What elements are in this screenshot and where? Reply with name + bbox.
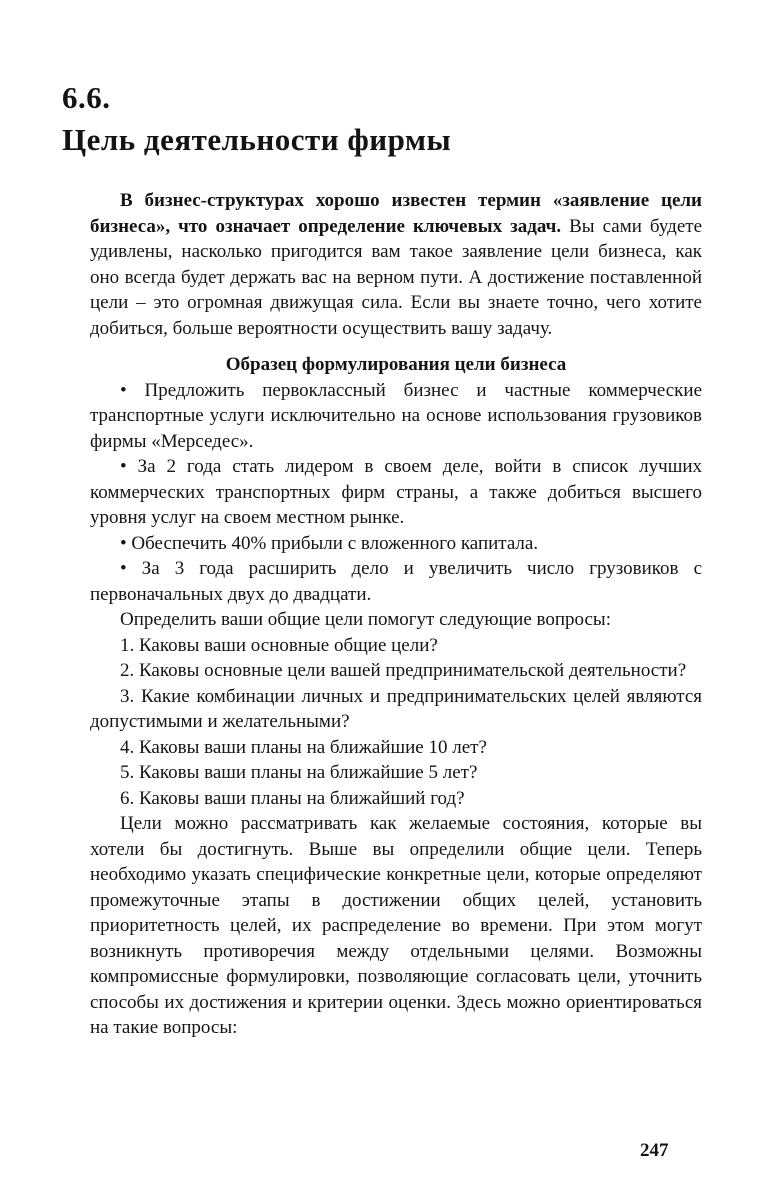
- sample-bullet: • За 3 года расширить дело и увеличить число грузовиков с первоначальных двух до двадцати.: [90, 558, 702, 605]
- intro-bold-lead: В бизнес-структурах хорошо известен термин «заявление цели бизнеса», что означает определение ключевых задач.: [90, 190, 702, 237]
- question-item: 1. Каковы ваши основные общие цели?: [120, 634, 438, 656]
- page-body: [90, 188, 702, 1041]
- page: [62, 80, 702, 1180]
- sample-heading: Образец формулирования цели бизнеса: [225, 354, 567, 375]
- intro-rest: Вы сами будете удивлены, насколько пригодится вам такое заявление цели бизнеса, как оно всегда будет держать вас на верном пути. А достижение поставленной цели – это огромная движущая сила. Если вы знаете точно, чего хотите добиться, больше вероятности осуществить вашу задачу.: [90, 215, 702, 339]
- question-item: 5. Каковы ваши планы на ближайшие 5 лет?: [120, 762, 478, 783]
- sample-bullet: • Предложить первоклассный бизнес и частные коммерческие транспортные услуги исключительно на основе использования грузовиков фирмы «Мерседес».: [90, 379, 702, 452]
- section-number: 6.6.: [62, 80, 111, 115]
- question-item: 4. Каковы ваши планы на ближайшие 10 лет?: [120, 736, 487, 758]
- intro-paragraph: [90, 188, 702, 341]
- question-item: 2. Каковы основные цели вашей предпринимательской деятельности?: [120, 660, 687, 681]
- section-title: Цель деятельности фирмы: [62, 122, 452, 157]
- questions-intro: Определить ваши общие цели помогут следующие вопросы:: [120, 609, 611, 630]
- question-item: 6. Каковы ваши планы на ближайший год?: [120, 787, 465, 809]
- sample-bullet: • За 2 года стать лидером в своем деле, войти в список лучших коммерческих транспортных фирм страны, а также добиться высшего уровня услуг на своем местном рынке.: [90, 456, 702, 528]
- question-item: 3. Какие комбинации личных и предпринимательских целей являются допустимыми и желательными?: [90, 685, 702, 732]
- sample-bullet: • Обеспечить 40% прибыли с вложенного капитала.: [120, 532, 539, 554]
- closing-paragraph: Цели можно рассматривать как желаемые состояния, которые вы хотели бы достигнуть. Выше вы определили общие цели. Теперь необходимо указать специфические конкретные цели, которые определяют промежуточные этапы в достижении общих целей, установить приоритетность целей, их распределение во времени. При этом могут возникнуть противоречия между отдельными целями. Возможны компромиссные формулировки, позволяющие согласовать цели, уточнить способы их достижения и критерии оценки. Здесь можно ориентироваться на такие вопросы:: [90, 813, 702, 1038]
- page-number: 247: [640, 1140, 669, 1161]
